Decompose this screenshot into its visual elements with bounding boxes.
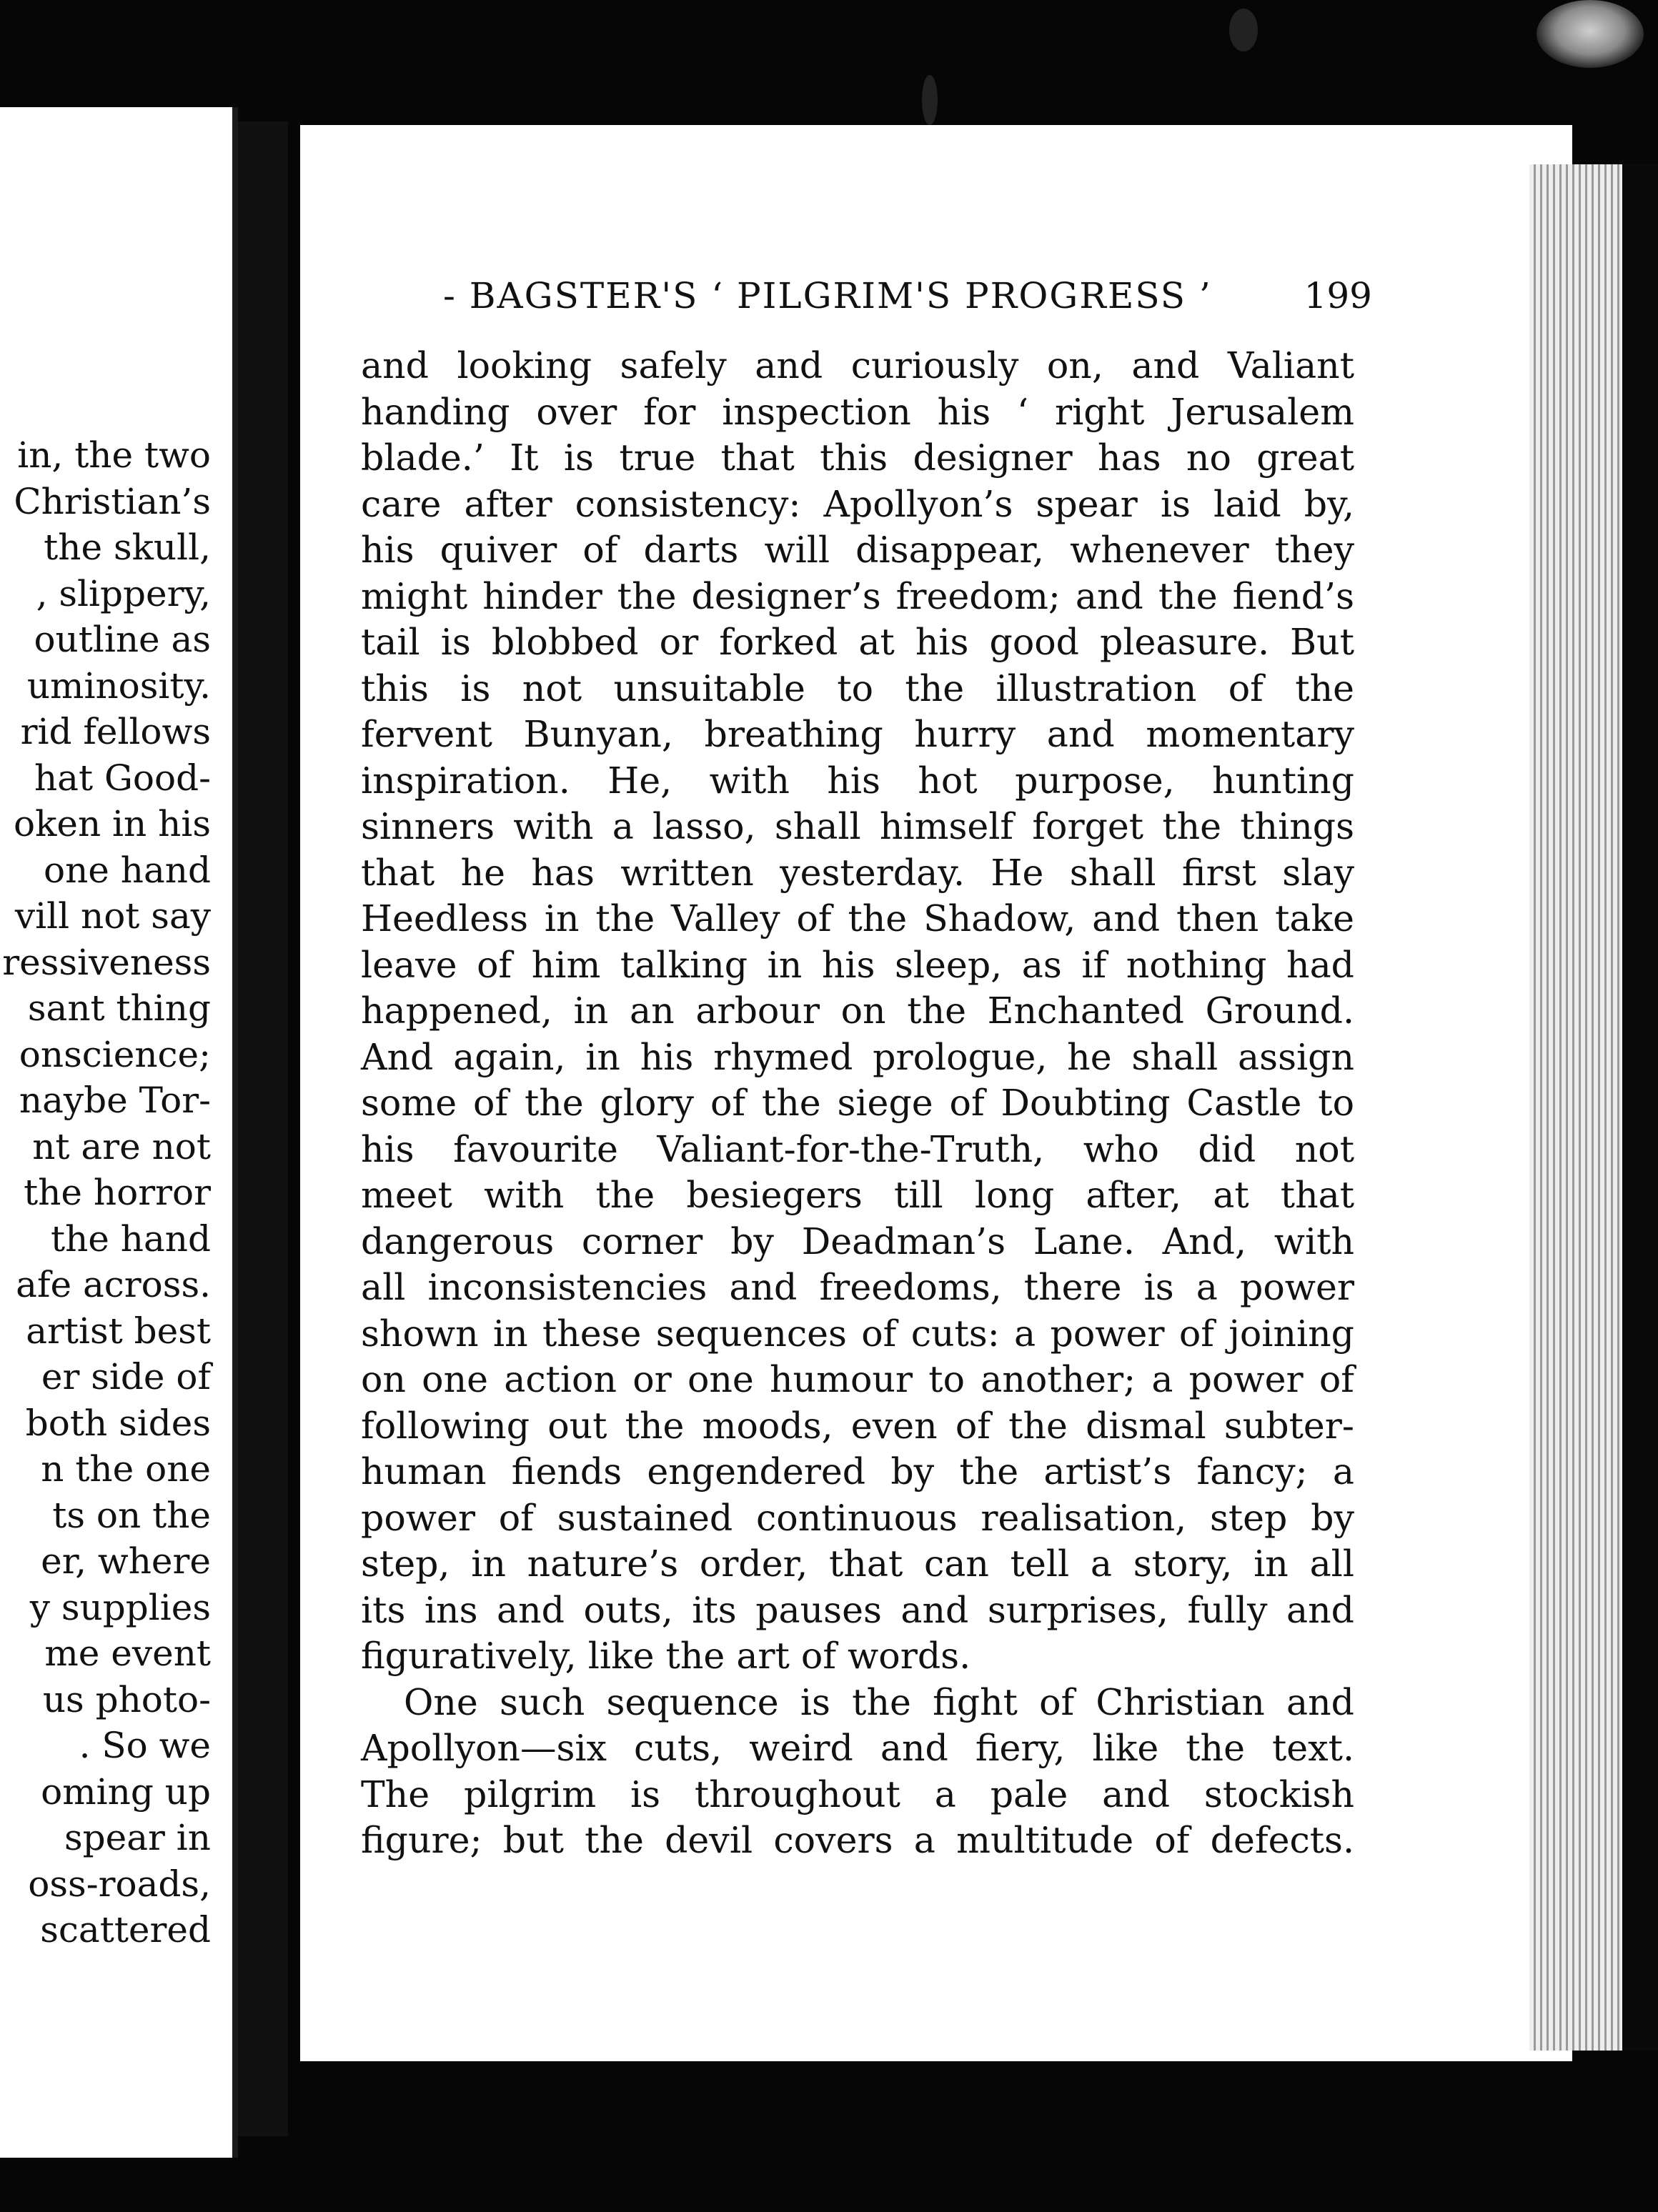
text-line: power of sustained continuous realisation, step by xyxy=(361,1496,1354,1539)
text-line: happened, in an arbour on the Enchanted Ground. xyxy=(361,990,1354,1032)
body-text xyxy=(361,343,1354,1864)
left-page-line: outline as xyxy=(34,619,211,660)
text-line: following out the moods, even of the dismal subter- xyxy=(361,1404,1354,1447)
text-line: this is not unsuitable to the illustration of the xyxy=(361,667,1354,709)
text-line: inspiration. He, with his hot purpose, hunting xyxy=(361,759,1354,802)
scan-speck xyxy=(922,75,938,125)
left-page-line: us photo- xyxy=(42,1678,211,1720)
left-page-line: scattered xyxy=(40,1909,211,1951)
left-page-line: er, where xyxy=(41,1540,211,1582)
left-page-line: me event xyxy=(44,1633,211,1674)
running-title: - BAGSTER'S ‘ PILGRIM'S PROGRESS ’ xyxy=(443,275,1212,317)
left-page-line: n the one xyxy=(41,1448,211,1490)
left-page-line: nt are not xyxy=(32,1125,211,1167)
running-header xyxy=(436,275,1372,317)
page-number: 199 xyxy=(1304,275,1372,317)
text-line: tail is blobbed or forked at his good pleasure. But xyxy=(361,621,1354,663)
text-line: blade.’ It is true that this designer has no great xyxy=(361,437,1354,479)
text-line: his favourite Valiant-for-the-Truth, who did not xyxy=(361,1127,1354,1170)
left-page-line: uminosity. xyxy=(26,664,211,707)
left-page-line: hat Good- xyxy=(34,757,211,799)
left-page-line: both sides xyxy=(25,1402,211,1444)
text-line: leave of him talking in his sleep, as if nothing had xyxy=(361,943,1354,986)
left-page xyxy=(0,107,238,2158)
left-page-line: the horror xyxy=(24,1172,211,1213)
left-page-line: oming up xyxy=(41,1770,211,1813)
scan-smudge xyxy=(1537,0,1644,68)
scan-speck xyxy=(1229,9,1258,51)
left-page-line: the hand xyxy=(51,1217,211,1260)
left-page-line: the skull, xyxy=(44,527,211,568)
left-page-line: one hand xyxy=(43,849,211,891)
left-page-line: vill not say xyxy=(14,895,211,937)
text-line: might hinder the designer’s freedom; and the fiend’s xyxy=(361,574,1354,617)
text-line: and looking safely and curiously on, and Valiant xyxy=(361,344,1354,387)
left-page-line: naybe Tor- xyxy=(19,1080,211,1121)
book-gutter xyxy=(238,121,288,2136)
text-line: on one action or one humour to another; a power of xyxy=(361,1358,1354,1400)
text-line: shown in these sequences of cuts: a power of joining xyxy=(361,1312,1354,1355)
text-line: dangerous corner by Deadman’s Lane. And, with xyxy=(361,1220,1354,1262)
left-page-line: oken in his xyxy=(13,803,211,845)
text-line: And again, in his rhymed prologue, he shall assign xyxy=(361,1035,1354,1078)
text-line: figure; but the devil covers a multitude of defects. xyxy=(361,1819,1354,1861)
left-page-line: afe across. xyxy=(16,1264,211,1305)
page-edges xyxy=(1529,164,1622,2051)
text-line: his quiver of darts will disappear, whenever they xyxy=(361,529,1354,571)
page-edges-shadow xyxy=(1622,164,1658,2051)
left-page-line: rid fellows xyxy=(20,711,211,752)
text-line: The pilgrim is throughout a pale and stockish xyxy=(361,1773,1354,1815)
left-page-line: spear in xyxy=(64,1817,211,1858)
text-line: meet with the besiegers till long after, at that xyxy=(361,1174,1354,1216)
left-page-line: Christian’s xyxy=(14,480,211,522)
left-page-line: , slippery, xyxy=(36,572,211,614)
text-line: its ins and outs, its pauses and surprises, fully and xyxy=(361,1588,1354,1631)
left-page-line: . So we xyxy=(79,1725,211,1766)
left-page-line: sant thing xyxy=(27,987,211,1029)
text-line: that he has written yesterday. He shall first slay xyxy=(361,851,1354,894)
text-line: Apollyon—six cuts, weird and fiery, like the text. xyxy=(361,1727,1354,1769)
text-line: fervent Bunyan, breathing hurry and momentary xyxy=(361,713,1354,755)
left-page-line: onscience; xyxy=(19,1033,211,1075)
text-line: figuratively, like the art of words. xyxy=(361,1635,971,1677)
text-line: care after consistency: Apollyon’s spear is laid by, xyxy=(361,482,1354,525)
left-page-line: artist best xyxy=(26,1310,211,1352)
left-page-line: y supplies xyxy=(29,1586,211,1628)
left-page-line: ressiveness xyxy=(2,941,211,983)
text-line: human fiends engendered by the artist’s fancy; a xyxy=(361,1450,1354,1493)
left-page-line: ts on the xyxy=(52,1494,211,1536)
text-line: Heedless in the Valley of the Shadow, and then take xyxy=(361,897,1354,940)
text-line: step, in nature’s order, that can tell a story, in all xyxy=(361,1543,1354,1585)
text-line: all inconsistencies and freedoms, there is a power xyxy=(361,1266,1354,1308)
text-line: sinners with a lasso, shall himself forget the things xyxy=(361,805,1354,847)
text-line: One such sequence is the fight of Christian and xyxy=(404,1680,1354,1723)
left-page-line: in, the two xyxy=(17,434,211,476)
text-line: some of the glory of the siege of Doubting Castle to xyxy=(361,1082,1354,1124)
left-page-text xyxy=(0,432,211,1953)
text-line: handing over for inspection his ‘ right Jerusalem xyxy=(361,390,1354,433)
left-page-line: er side of xyxy=(41,1356,211,1398)
left-page-line: oss-roads, xyxy=(28,1863,211,1905)
